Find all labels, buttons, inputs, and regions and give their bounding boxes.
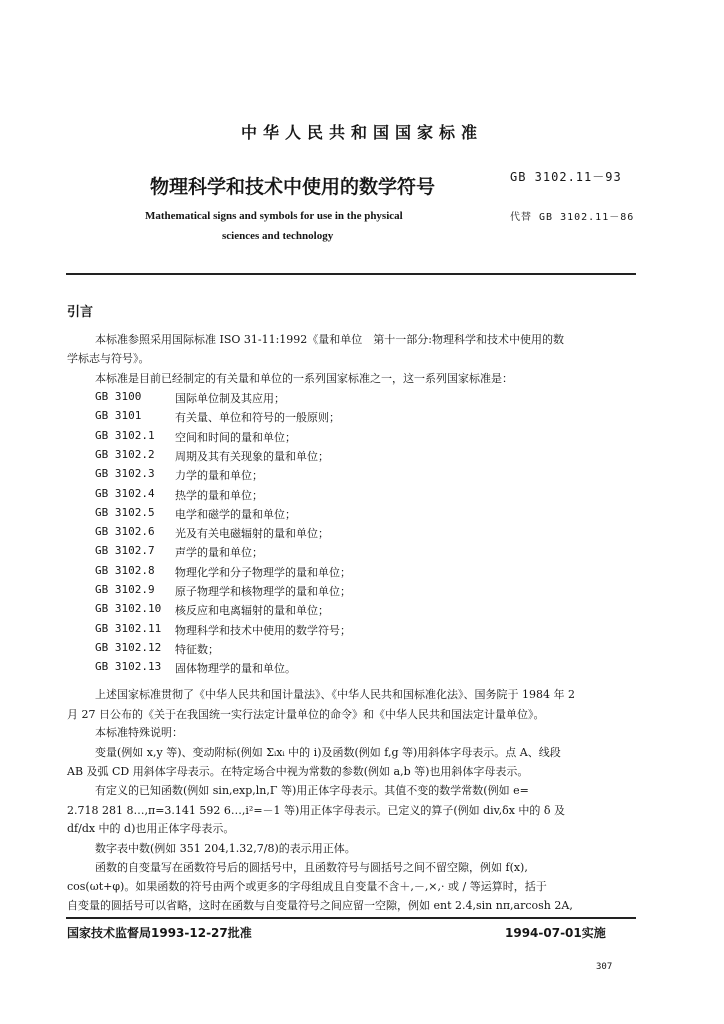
standard-list-number: GB 3102.3 [95,467,155,480]
standard-list-number: GB 3102.10 [95,602,162,615]
paragraph-line: 数字表中数(例如 351 204,1.32,7/8)的表示用正体。 [95,842,356,855]
standard-list-title: 电学和磁学的量和单位； [175,508,296,521]
standard-list-title: 周期及其有关现象的量和单位； [175,450,329,463]
paragraph-line: 变量(例如 x,y 等)、变动附标(例如 Σᵢxᵢ 中的 i)及函数(例如 f,g 等)用斜体字母表示。点 A、线段 [95,746,561,759]
standard-list-number: GB 3102.5 [95,506,155,519]
paragraph-line: AB 及弧 CD 用斜体字母表示。在特定场合中视为常数的参数(例如 a,b 等)也用斜体字母表示。 [67,765,529,778]
paragraph-line: 上述国家标准贯彻了《中华人民共和国计量法》、《中华人民共和国标准化法》、国务院于 1984 年 2 [95,688,575,701]
paragraph-line: 本标准是目前已经制定的有关量和单位的一系列国家标准之一，这一系列国家标准是： [95,372,513,385]
standard-list-title: 热学的量和单位； [175,489,263,502]
standard-list-number: GB 3102.11 [95,622,162,635]
paragraph-line: 自变量的圆括号可以省略，这时在函数与自变量符号之间应留一空隙，例如 ent 2.4,sin nπ,arcosh 2A, [67,899,573,912]
standard-number: GB 3102.11－93 [510,170,622,184]
paragraph-line: df/dx 中的 d)也用正体字母表示。 [67,822,235,835]
standard-list-number: GB 3101 [95,409,142,422]
standard-list-title: 物理科学和技术中使用的数学符号； [175,624,351,637]
standard-list-title: 光及有关电磁辐射的量和单位； [175,527,329,540]
standard-list-number: GB 3102.13 [95,660,162,673]
paragraph-line: 有定义的已知函数(例如 sin,exp,ln,Γ 等)用正体字母表示。其值不变的数学常数(例如 e= [95,784,529,797]
paragraph-line: 本标准特殊说明： [95,726,183,739]
standard-list-number: GB 3102.2 [95,448,155,461]
standard-list-title: 声学的量和单位； [175,546,263,559]
standard-list-number: GB 3102.7 [95,544,155,557]
standard-list-number: GB 3102.6 [95,525,155,538]
section-title: 引言 [67,305,94,320]
standard-list-title: 有关量、单位和符号的一般原则； [175,411,340,424]
replaces-standard: 代替 GB 3102.11－86 [510,212,635,223]
standard-list-title: 固体物理学的量和单位。 [175,662,296,675]
document-title-en-line2: sciences and technology [222,230,334,242]
implementation-date: 1994-07-01实施 [505,926,606,940]
national-standard-heading: 中华人民共和国国家标准 [240,123,483,142]
paragraph-line: 学标志与符号》。 [67,352,150,365]
paragraph-line: 函数的自变量写在函数符号后的圆括号中，且函数符号与圆括号之间不留空隙，例如 f(x), [95,861,528,874]
document-title-cn: 物理科学和技术中使用的数学符号 [150,176,436,198]
standard-list-number: GB 3102.4 [95,487,155,500]
standard-list-title: 物理化学和分子物理学的量和单位； [175,566,351,579]
standard-list-title: 原子物理学和核物理学的量和单位； [175,585,351,598]
standard-list-title: 特征数； [175,643,219,656]
standard-list-number: GB 3102.8 [95,564,155,577]
standard-list-number: GB 3102.1 [95,429,155,442]
standard-list-title: 国际单位制及其应用； [175,392,285,405]
paragraph-line: 本标准参照采用国际标准 ISO 31-11:1992《量和单位 第十一部分:物理科学和技术中使用的数 [95,333,565,346]
page-number: 307 [596,962,613,972]
standard-list-title: 空间和时间的量和单位； [175,431,296,444]
standard-list-title: 核反应和电离辐射的量和单位； [175,604,329,617]
approval-date: 国家技术监督局1993-12-27批准 [67,926,252,940]
footer-divider [66,917,636,919]
header-divider [66,273,636,275]
paragraph-line: 2.718 281 8…,π=3.141 592 6…,i²=－1 等)用正体字母表示。已定义的算子(例如 div,δx 中的 δ 及 [67,804,566,817]
standard-list-number: GB 3102.12 [95,641,162,654]
standard-list-title: 力学的量和单位； [175,469,263,482]
paragraph-line: cos(ωt+φ)。如果函数的符号由两个或更多的字母组成且自变量不含＋,－,×,· 或 / 等运算时，括于 [67,880,547,893]
paragraph-line: 月 27 日公布的《关于在我国统一实行法定计量单位的命令》和《中华人民共和国法定计量单位》。 [67,708,545,721]
standard-list-number: GB 3100 [95,390,142,403]
standard-list-number: GB 3102.9 [95,583,155,596]
document-title-en-line1: Mathematical signs and symbols for use in the physical [145,210,403,222]
